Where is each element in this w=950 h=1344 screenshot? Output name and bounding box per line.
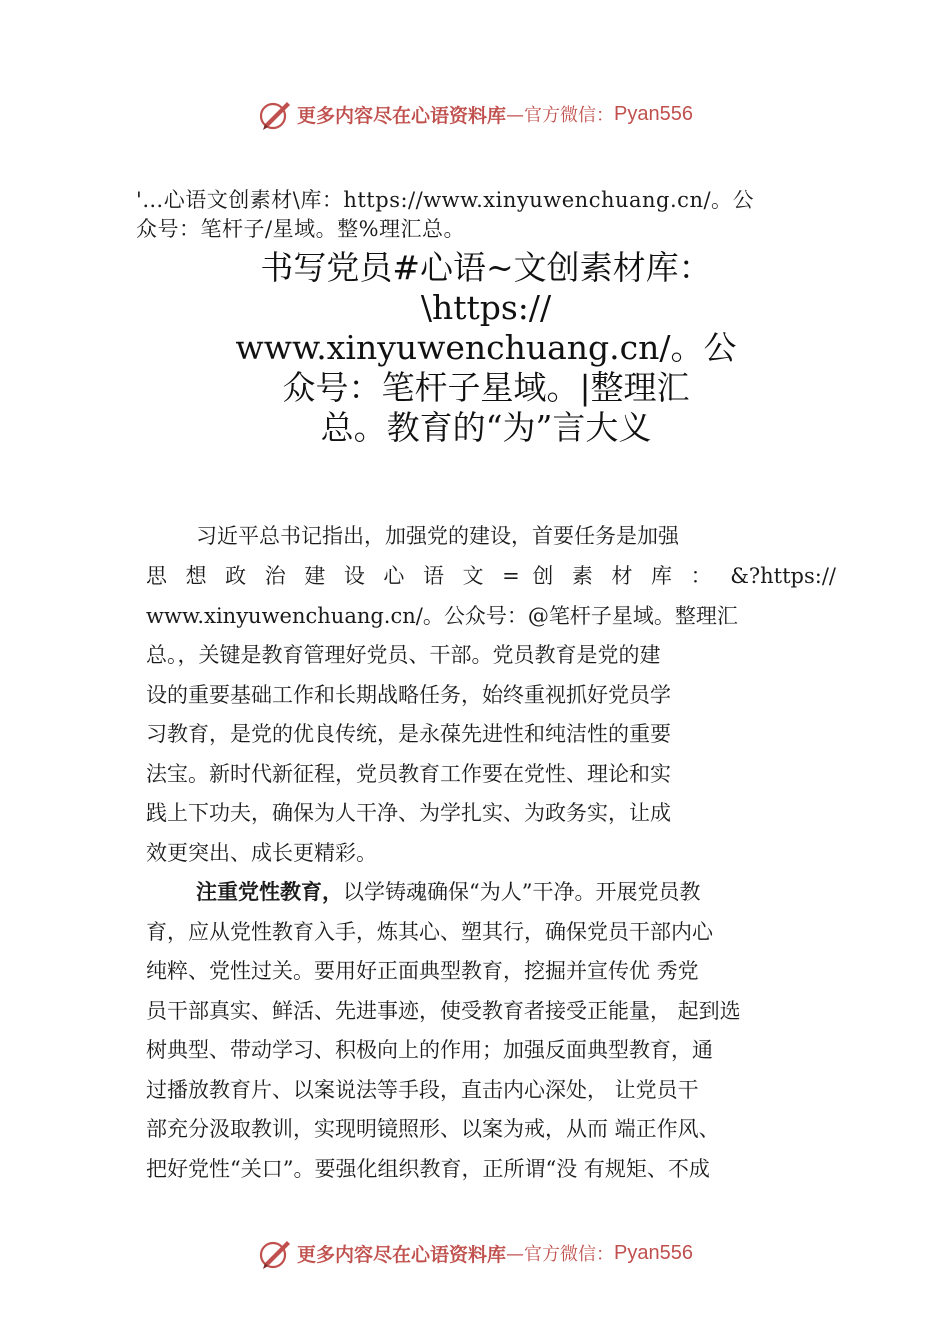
paragraph-heading: 注重党性教育，: [196, 880, 343, 904]
pen-logo-icon: [257, 96, 293, 132]
document-title: [136, 248, 836, 448]
title-line: www.xinyuwenchuang.cn/。公: [235, 328, 737, 367]
paragraph-line: www.xinyuwenchuang.cn/。公众号：@笔杆子星域。整理汇: [146, 604, 738, 628]
paragraph-text: 以学铸魂确保“为人”干净。开展党员教: [343, 880, 701, 904]
banner-wechat-label: —官方微信：: [506, 105, 615, 126]
title-line: 总。教育的“为”言大义: [320, 408, 652, 447]
intro-line: 众号：笔杆子/星域。整%理汇总。: [136, 217, 466, 241]
banner-wechat-label: —官方微信：: [506, 1244, 615, 1265]
paragraph-line: 践上下功夫，确保为人干净、为学扎实、为政务实，让成: [146, 801, 671, 825]
pen-logo-icon: [257, 1235, 293, 1271]
paragraph-line: 把好党性“关口”。要强化组织教育，正所谓“没 有规矩、不成: [146, 1157, 710, 1181]
banner-brand: 更多内容尽在心语资料库: [297, 104, 507, 127]
paragraph-line: 效更突出、成长更精彩。: [146, 841, 377, 865]
title-line: \https://: [420, 288, 552, 327]
header-banner: [0, 94, 950, 134]
paragraph-line: 总。，关键是教育管理好党员、干部。党员教育是党的建: [146, 643, 661, 667]
paragraph-line: 员干部真实、鲜活、先进事迹，使受教育者接受正能量， 起到选: [146, 999, 741, 1023]
intro-line: '…心语文创素材\库：https://www.xinyuwenchuang.cn/。公: [136, 188, 755, 212]
banner-account: Pyan556: [614, 1241, 693, 1264]
paragraph-line: 纯粹、党性过关。要用好正面典型教育，挖掘并宣传优 秀党: [146, 959, 699, 983]
paragraph-line: 树典型、带动学习、积极向上的作用；加强反面典型教育，通: [146, 1038, 713, 1062]
title-line: 众号：笔杆子星域。|整理汇: [282, 368, 690, 407]
paragraph-line: 育，应从党性教育入手，炼其心、塑其行，确保党员干部内心: [146, 920, 713, 944]
paragraph-line: 思 想 政 治 建 设 心 语 文 = 创 素 材 库 ： &?https://: [146, 564, 836, 588]
banner-account: Pyan556: [614, 102, 693, 125]
footer-banner: [0, 1233, 950, 1273]
paragraph-line: [146, 876, 836, 906]
paragraph-line: 习教育，是党的优良传统，是永葆先进性和纯洁性的重要: [146, 722, 671, 746]
title-line: 书写党员#心语~文创素材库：: [260, 248, 712, 287]
paragraph-line: 部充分汲取教训，实现明镜照形、以案为戒，从而 端正作风、: [146, 1117, 720, 1141]
intro-text: [136, 186, 836, 244]
paragraph-line: 过播放教育片、以案说法等手段，直击内心深处， 让党员干: [146, 1078, 699, 1102]
paragraph-line: 设的重要基础工作和长期战略任务，始终重视抓好党员学: [146, 683, 671, 707]
paragraph-line: 习近平总书记指出，加强党的建设，首要任务是加强: [196, 524, 679, 548]
paragraph-line: 法宝。新时代新征程，党员教育工作要在党性、理论和实: [146, 762, 671, 786]
banner-brand: 更多内容尽在心语资料库: [297, 1243, 507, 1266]
